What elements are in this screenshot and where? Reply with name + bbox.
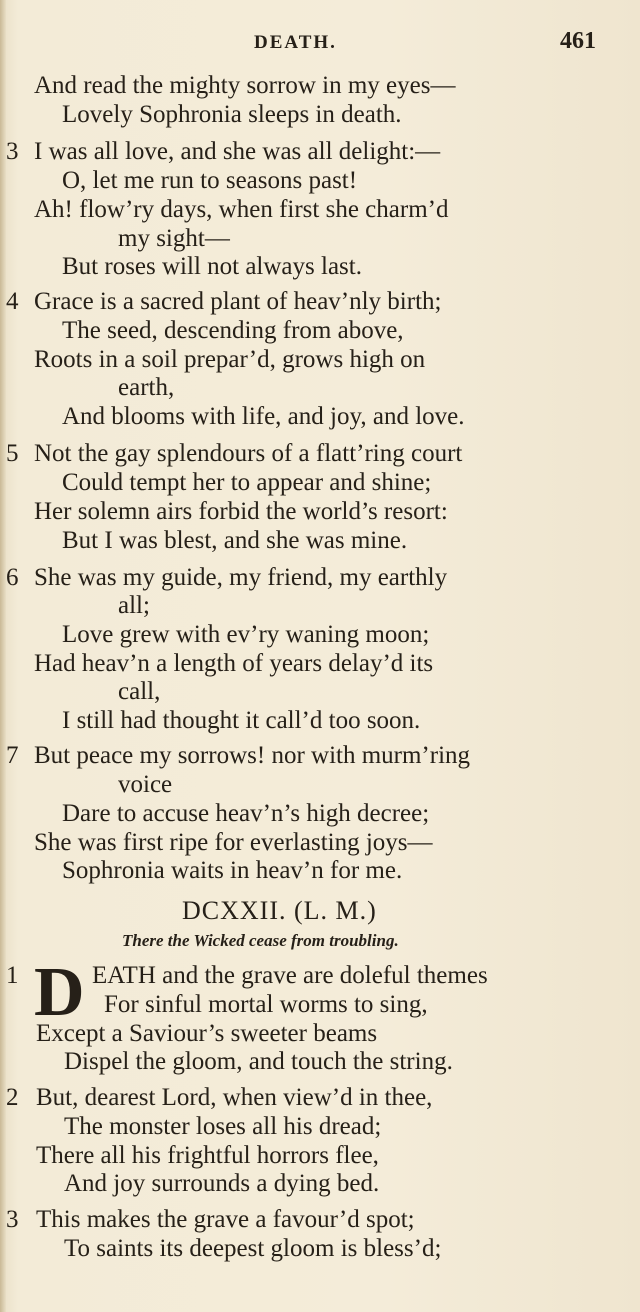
hymn-title: DCXXII. (L. M.) bbox=[182, 896, 377, 925]
verse-line: But, dearest Lord, when view’d in thee, bbox=[36, 1084, 433, 1111]
verse-line: Dispel the gloom, and touch the string. bbox=[64, 1048, 453, 1075]
verse-line: And joy surrounds a dying bed. bbox=[64, 1170, 380, 1197]
page-header bbox=[0, 28, 640, 62]
verse-line: call, bbox=[118, 678, 161, 705]
verse-line: There all his frightful horrors flee, bbox=[36, 1142, 379, 1169]
verse-number: 3 bbox=[6, 1206, 19, 1233]
running-head: DEATH. bbox=[254, 32, 337, 53]
verse-number: 4 bbox=[6, 288, 19, 315]
verse-line: Grace is a sacred plant of heav’nly birth; bbox=[34, 288, 442, 315]
verse-number: 7 bbox=[6, 742, 19, 769]
verse-line: To saints its deepest gloom is bless’d; bbox=[64, 1235, 442, 1262]
verse-line: And read the mighty sorrow in my eyes— bbox=[34, 72, 456, 99]
verse-line: EATH and the grave are doleful themes bbox=[92, 962, 488, 989]
page-number: 461 bbox=[560, 28, 596, 54]
verse-number: 2 bbox=[6, 1084, 19, 1111]
hymn-subtitle: There the Wicked cease from troubling. bbox=[122, 931, 399, 950]
verse-line: Had heav’n a length of years delay’d its bbox=[34, 650, 434, 677]
page-gutter bbox=[0, 0, 6, 1312]
verse-line: This makes the grave a favour’d spot; bbox=[36, 1206, 415, 1233]
verse-line: voice bbox=[118, 771, 173, 798]
verse-line: She was my guide, my friend, my earthly bbox=[34, 564, 448, 591]
verse-number: 5 bbox=[6, 440, 19, 467]
verse-line: my sight— bbox=[118, 225, 230, 252]
verse-line: But I was blest, and she was mine. bbox=[62, 527, 408, 554]
verse-line: Sophronia waits in heav’n for me. bbox=[62, 857, 403, 884]
verse-line: I was all love, and she was all delight:— bbox=[34, 138, 441, 165]
verse-line: Ah! flow’ry days, when first she charm’d bbox=[34, 196, 449, 223]
verse-line: And blooms with life, and joy, and love. bbox=[62, 403, 465, 430]
verse-line: The monster loses all his dread; bbox=[64, 1113, 382, 1140]
drop-cap: D bbox=[34, 954, 85, 1031]
verse-line: all; bbox=[118, 592, 150, 619]
verse-line: She was first ripe for everlasting joys— bbox=[34, 829, 433, 856]
verse-line: But roses will not always last. bbox=[62, 253, 362, 280]
verse-line: Could tempt her to appear and shine; bbox=[62, 469, 432, 496]
verse-line: For sinful mortal worms to sing, bbox=[104, 991, 428, 1018]
verse-line: earth, bbox=[118, 374, 175, 401]
verse-line: Love grew with ev’ry waning moon; bbox=[62, 621, 430, 648]
verse-number: 3 bbox=[6, 138, 19, 165]
verse-line: Dare to accuse heav’n’s high decree; bbox=[62, 800, 430, 827]
verse-line: Roots in a soil prepar’d, grows high on bbox=[34, 346, 426, 373]
verse-line: Except a Saviour’s sweeter beams bbox=[36, 1020, 378, 1047]
verse-line: Her solemn airs forbid the world’s resort: bbox=[34, 498, 448, 525]
verse-line: O, let me run to seasons past! bbox=[62, 167, 358, 194]
verse-number: 1 bbox=[6, 962, 19, 989]
verse-line: The seed, descending from above, bbox=[62, 317, 404, 344]
verse-line: But peace my sorrows! nor with murm’ring bbox=[34, 742, 471, 769]
verse-line: Not the gay splendours of a flatt’ring court bbox=[34, 440, 463, 467]
verse-line: I still had thought it call’d too soon. bbox=[62, 707, 421, 734]
verse-number: 6 bbox=[6, 564, 19, 591]
verse-line: Lovely Sophronia sleeps in death. bbox=[62, 101, 402, 128]
